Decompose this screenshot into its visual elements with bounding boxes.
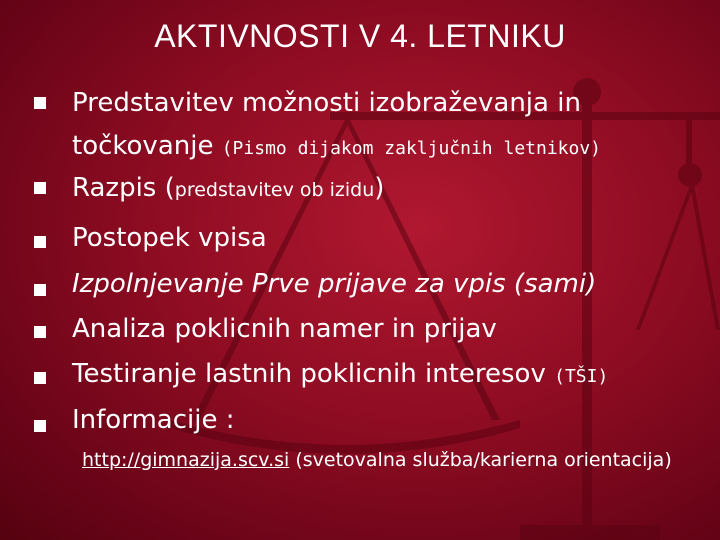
bullet-item-2 [72, 173, 384, 203]
bullet-item-3 [72, 223, 267, 253]
bullet-item-1 [72, 88, 581, 118]
bullet-item-4-text: Izpolnjevanje Prve prijave za vpis (sami) [72, 269, 597, 299]
info-line [82, 449, 672, 471]
square-bullet-icon [34, 182, 46, 194]
square-bullet-icon [34, 236, 46, 248]
bullet-item-1-text: Predstavitev možnosti izobraževanja in [72, 88, 581, 118]
info-note: (svetovalna služba/karierna orientacija) [289, 449, 672, 471]
bullet-item-6 [72, 359, 608, 389]
square-bullet-icon [34, 97, 46, 109]
bullet-item-2-note: predstavitev ob izidu [174, 179, 375, 201]
bullet-item-1-note: (Pismo dijakom zaključnih letnikov) [221, 138, 602, 159]
bullet-item-1-cont-text: točkovanje [72, 131, 222, 161]
bullet-item-2-close: ) [374, 173, 385, 203]
square-bullet-icon [34, 420, 46, 432]
bullet-item-4 [72, 269, 596, 299]
bullet-item-2-text: Razpis ( [72, 173, 175, 203]
bullet-item-1-continued [72, 131, 601, 161]
bullet-item-5-text: Analiza poklicnih namer in prijav [72, 314, 497, 344]
bullet-item-3-text: Postopek vpisa [72, 223, 267, 253]
bullet-item-7-text: Informacije : [72, 405, 235, 435]
square-bullet-icon [34, 326, 46, 338]
bullet-item-6-note: (TŠI) [554, 366, 609, 387]
school-link[interactable]: http://gimnazija.scv.si [82, 449, 290, 471]
bullet-item-5 [72, 314, 497, 344]
bullet-item-7 [72, 405, 234, 435]
square-bullet-icon [34, 284, 46, 296]
bullet-item-6-text: Testiranje lastnih poklicnih interesov [72, 359, 555, 389]
square-bullet-icon [34, 372, 46, 384]
slide-title: AKTIVNOSTI V 4. LETNIKU [154, 18, 566, 54]
